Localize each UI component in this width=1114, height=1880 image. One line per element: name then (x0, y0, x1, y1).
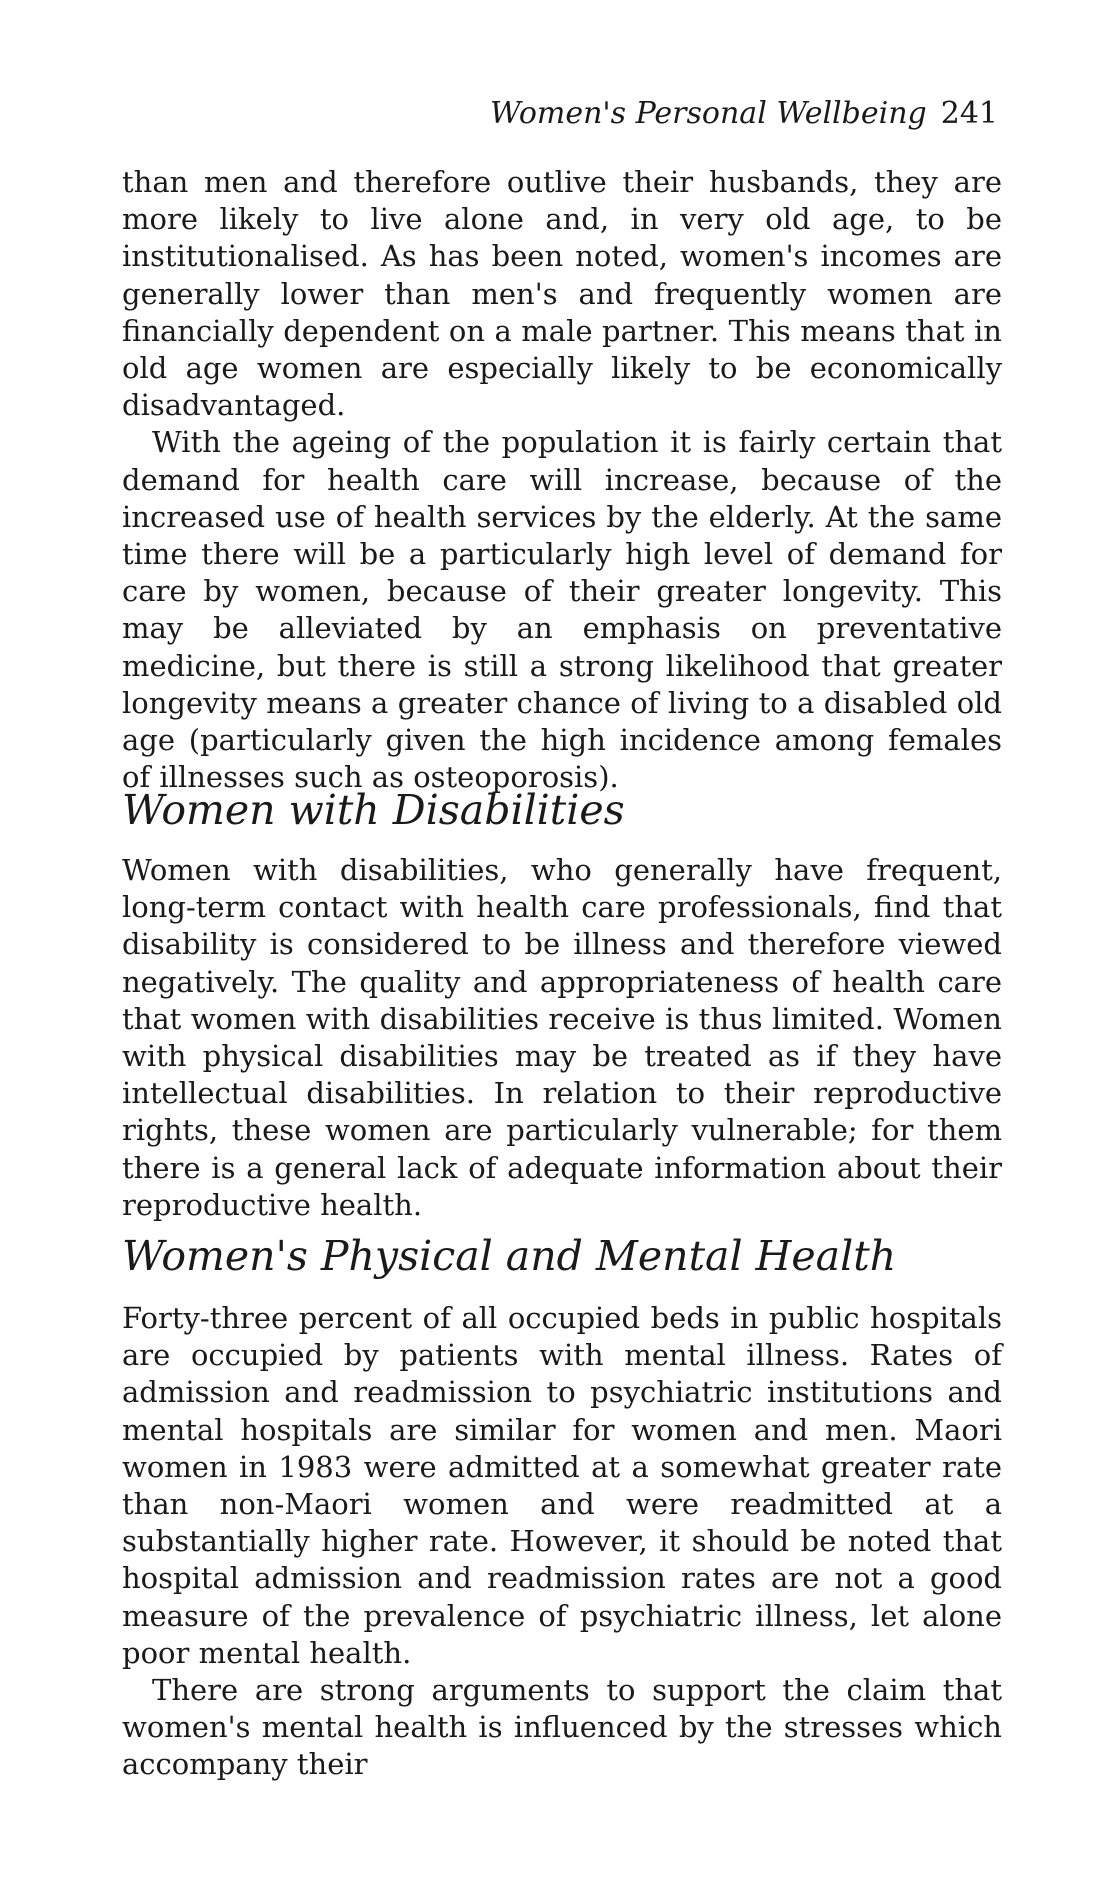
paragraph: With the ageing of the population it is fairly certain that demand for health care will increase, because of the increased use of health services by the elderly. At the same time there will be a particularly high level of demand for care by women, because of their greater longevity. This may be alleviated by an emphasis on preventative medicine, but there is still a strong likelihood that greater longevity means a greater chance of living to a disabled old age (particularly given the high incidence among females of illnesses such as osteoporosis). (122, 425, 1002, 795)
running-head (490, 96, 998, 132)
section-heading-physical-mental-health: Women's Physical and Mental Health (122, 1232, 897, 1280)
intro-text-block (122, 164, 1002, 796)
paragraph: Forty-three percent of all occupied beds in public hospitals are occupied by patients with mental illness. Rates of admission and readmission to psychiatric institutions and mental hospitals are similar for women and men. Maori women in 1983 were admitted at a somewhat greater rate than non-Maori women and were readmitted at a substantially higher rate. However, it should be noted that hospital admission and readmission rates are not a good measure of the prevalence of psychiatric illness, let alone poor mental health. (122, 1301, 1002, 1670)
page-number: 241 (940, 96, 998, 131)
disabilities-text-block (122, 852, 1002, 1224)
paragraph: Women with disabilities, who generally have frequent, long-term contact with health care professionals, find that disability is considered to be illness and therefore viewed negatively. The quality and appropriateness of health care that women with disabilities receive is thus limited. Women with physical disabilities may be treated as if they have intellectual disabilities. In relation to their reproductive rights, these women are particularly vulnerable; for them there is a general lack of adequate information about their reproductive health. (122, 853, 1002, 1222)
paragraph: than men and therefore outlive their husbands, they are more likely to live alone and, in very old age, to be institutionalised. As has been noted, women's incomes are generally lower than men's and frequently women are financially dependent on a male partner. This means that in old age women are especially likely to be economically disadvantaged. (122, 165, 1002, 423)
health-text-block (122, 1300, 1002, 1784)
section-heading-disabilities: Women with Disabilities (122, 786, 625, 834)
paragraph: There are strong arguments to support the claim that women's mental health is influenced by the stresses which accompany their (122, 1673, 1002, 1782)
running-title: Women's Personal Wellbeing (490, 96, 927, 131)
